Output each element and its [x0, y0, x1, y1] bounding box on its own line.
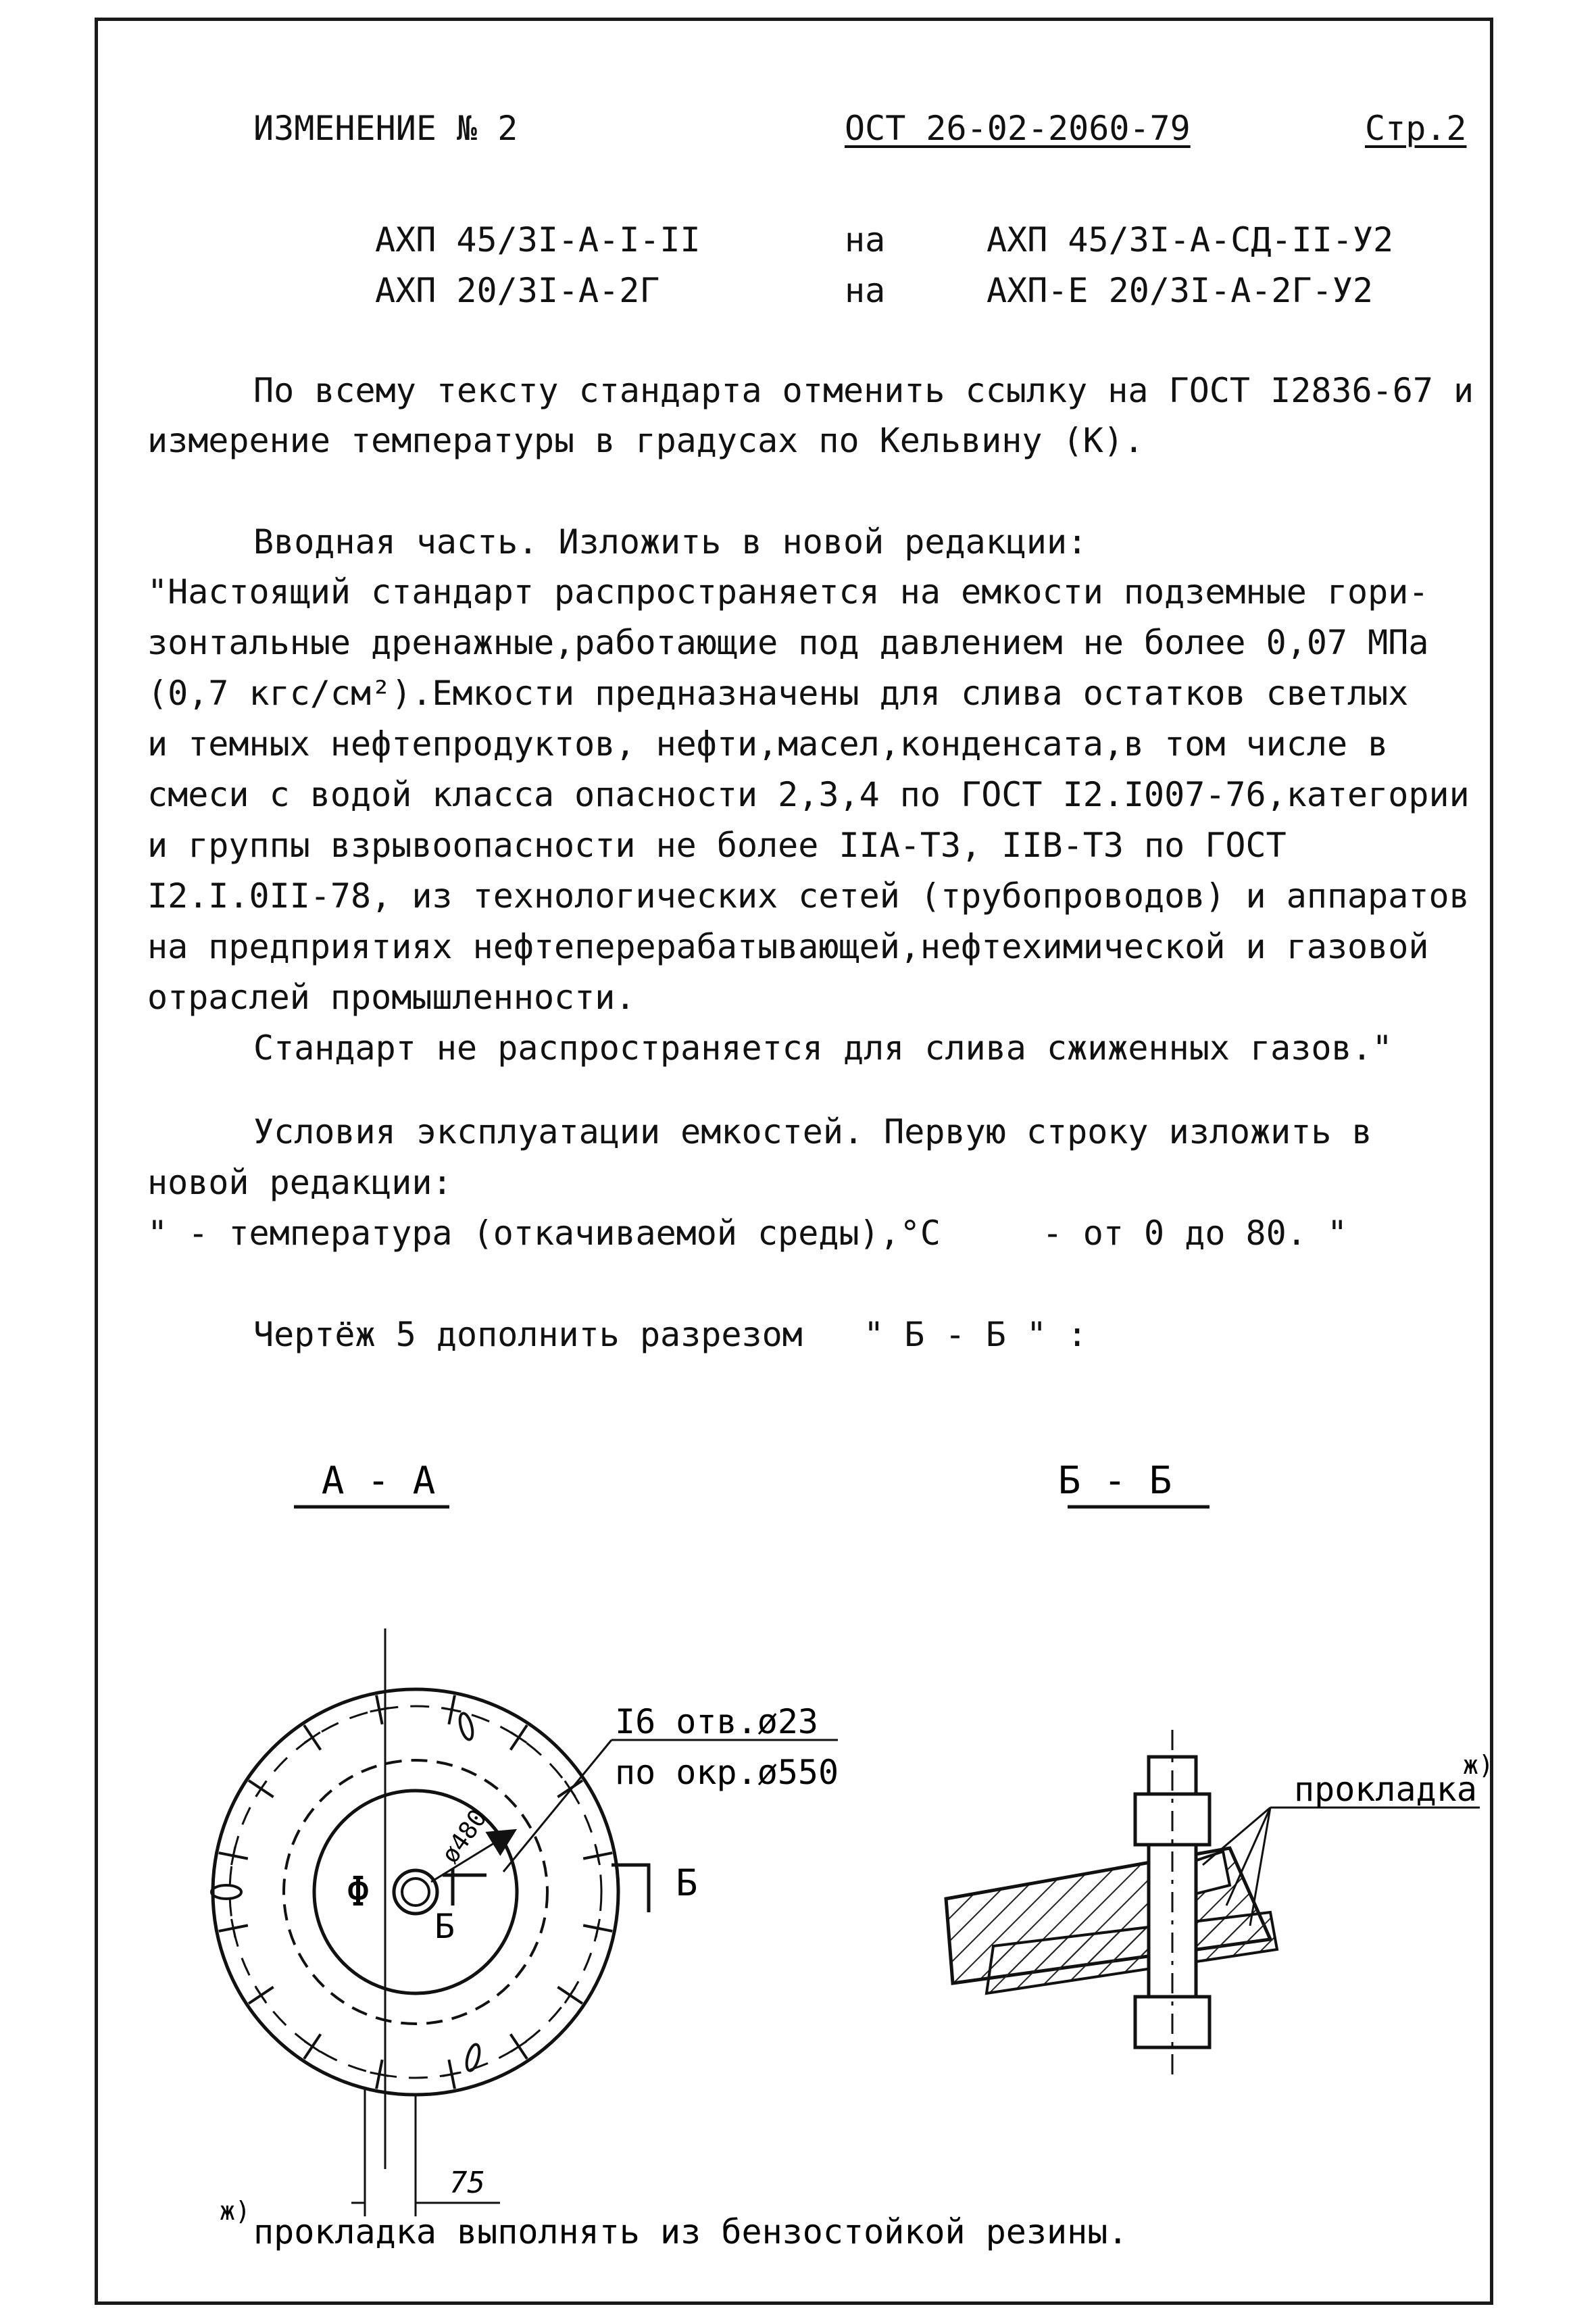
gasket-leader-3 — [1250, 1808, 1270, 1926]
p2-line-8: на предприятиях нефтеперерабатывающей,нефтехимической и газовой — [147, 927, 1429, 966]
p2-line-6: и группы взрывоопасности не более IIA-Т3, IIВ-Т3 по ГОСТ — [147, 826, 1287, 865]
replace-from-1: АХП 45/3I-А-I-II — [375, 220, 701, 259]
bolt-circle — [230, 1706, 601, 2078]
center-hole-inner — [402, 1878, 429, 1906]
p2-line-4: и темных нефтепродуктов, нефти,масел,конденсата,в том числе в — [147, 724, 1389, 764]
p2-line-5: смеси с водой класса опасности 2,3,4 по ГОСТ I2.I007-76,категории — [147, 775, 1470, 814]
gasket-mark: ж) — [1463, 1750, 1494, 1780]
cut-mark-inner: Б — [434, 1907, 455, 1946]
p1-line-1: По всему тексту стандарта отменить ссылку на ГОСТ I2836-67 и — [253, 371, 1474, 410]
dim-75-label: 75 — [449, 2166, 485, 2200]
bolt-hole-cross — [511, 2041, 526, 2052]
p2-last-line: Стандарт не распространяется для слива сжиженных газов." — [253, 1028, 1393, 1068]
p2-heading: Вводная часть. Изложить в новой редакции: — [253, 522, 1088, 562]
replace-from-2: АХП 20/3I-А-2Г — [375, 271, 660, 310]
change-number: ИЗМЕНЕНИЕ № 2 — [253, 109, 518, 148]
p4-line: Чертёж 5 дополнить разрезом " Б - Б " : — [253, 1315, 1088, 1354]
footnote-text: прокладка выполнять из бензостойкой резины. — [253, 2212, 1128, 2251]
bolt-slot-left — [211, 1885, 241, 1899]
replace-word-2: на — [845, 271, 886, 310]
replace-to-2: АХП-Е 20/3I-А-2Г-У2 — [987, 271, 1373, 310]
p2-line-1: "Настоящий стандарт распространяется на емкости подземные гори- — [147, 572, 1429, 612]
bolt-slot-top — [457, 1712, 475, 1741]
phi-mark: Φ — [345, 1868, 371, 1916]
bolt-hole-cross — [565, 1987, 576, 2003]
holes-leader — [503, 1740, 612, 1872]
section-bb-title: Б - Б — [1057, 1459, 1172, 1503]
gasket-label: прокладка — [1294, 1770, 1477, 1809]
bolt-hole-cross — [305, 2041, 320, 2052]
inner-dashed-circle — [284, 1760, 547, 2024]
bolt-hole-cross — [511, 1733, 526, 1743]
section-view-bb — [946, 1730, 1494, 2081]
bolt-hole-cross — [256, 1781, 267, 1797]
p3-quote: " - температура (откачиваемой среды),°С - от 0 до 80. " — [147, 1214, 1348, 1253]
center-hole — [394, 1870, 437, 1914]
p2-line-3: (0,7 кгс/см²).Емкости предназначены для слива остатков светлых — [147, 674, 1409, 713]
bolt-hole-marks — [219, 1695, 613, 2089]
cut-mark-outer: Б — [676, 1862, 698, 1904]
standard-number: ОСТ 26-02-2060-79 — [845, 109, 1191, 148]
bolt-hole-cross — [256, 1987, 267, 2003]
holes-label: I6 отв.ø23 — [615, 1702, 819, 1741]
p2-line-2: зонтальные дренажные,работающие под давлением не более 0,07 МПа — [147, 623, 1429, 662]
section-aa-title: А - А — [321, 1459, 436, 1503]
p3-line-1: Условия эксплуатации емкостей. Первую строку изложить в — [253, 1112, 1372, 1151]
p1-line-2: измерение температуры в градусах по Кельвину (К). — [147, 421, 1145, 460]
replace-to-1: АХП 45/3I-А-СД-II-У2 — [987, 220, 1394, 259]
page-number: Стр.2 — [1365, 109, 1467, 148]
inner-dim-label: ø480 — [436, 1804, 493, 1869]
circle-label: по окр.ø550 — [615, 1753, 839, 1792]
flange-view-aa — [211, 1628, 839, 2216]
flange-outer-circle — [213, 1689, 618, 2095]
footnote-mark: ж) — [220, 2196, 251, 2226]
p3-line-2: новой редакции: — [147, 1163, 453, 1202]
p2-line-7: I2.I.0II-78, из технологических сетей (трубопроводов) и аппаратов — [147, 876, 1470, 916]
bolt-hole-cross — [305, 1733, 320, 1743]
p2-line-9: отраслей промышленности. — [147, 978, 636, 1017]
gasket-leader-1 — [1203, 1808, 1270, 1865]
replace-word-1: на — [845, 220, 886, 259]
